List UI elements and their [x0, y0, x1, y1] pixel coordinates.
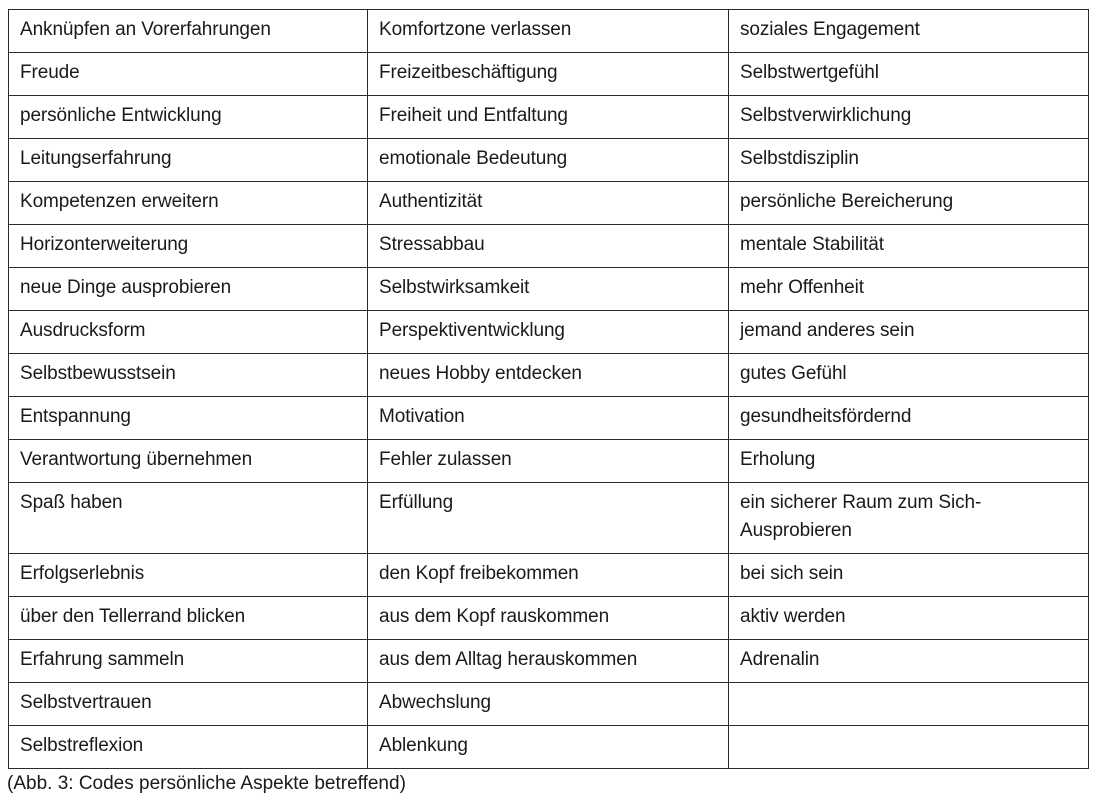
- table-row: [9, 354, 1089, 397]
- table-cell: Fehler zulassen: [368, 440, 729, 483]
- table-cell: neues Hobby entdecken: [368, 354, 729, 397]
- table-row: [9, 397, 1089, 440]
- table-row: [9, 440, 1089, 483]
- table-row: [9, 683, 1089, 726]
- table-cell: Selbstdisziplin: [729, 139, 1089, 182]
- table-cell: Selbstwertgefühl: [729, 53, 1089, 96]
- table-cell: mehr Offenheit: [729, 268, 1089, 311]
- table-cell: neue Dinge ausprobieren: [9, 268, 368, 311]
- table-cell: gesundheitsfördernd: [729, 397, 1089, 440]
- table-cell: Selbstverwirklichung: [729, 96, 1089, 139]
- table-row: [9, 96, 1089, 139]
- table-cell: Spaß haben: [9, 483, 368, 554]
- table-cell: Erfolgserlebnis: [9, 554, 368, 597]
- table-cell: über den Tellerrand blicken: [9, 597, 368, 640]
- table-cell: Freiheit und Entfaltung: [368, 96, 729, 139]
- table-cell: Selbstvertrauen: [9, 683, 368, 726]
- table-cell: Selbstbewusstsein: [9, 354, 368, 397]
- table-cell: Abwechslung: [368, 683, 729, 726]
- table-cell: Erfahrung sammeln: [9, 640, 368, 683]
- table-cell: Motivation: [368, 397, 729, 440]
- table-cell: Verantwortung übernehmen: [9, 440, 368, 483]
- table-cell: emotionale Bedeutung: [368, 139, 729, 182]
- table-cell: Perspektiventwicklung: [368, 311, 729, 354]
- table-cell: Adrenalin: [729, 640, 1089, 683]
- table-cell: Komfortzone verlassen: [368, 10, 729, 53]
- table-row: [9, 311, 1089, 354]
- table-cell: Stressabbau: [368, 225, 729, 268]
- table-row: [9, 483, 1089, 554]
- table-cell-empty: [729, 683, 1089, 726]
- table-cell: Ausdrucksform: [9, 311, 368, 354]
- codes-table: [8, 9, 1089, 769]
- table-cell: aus dem Kopf rauskommen: [368, 597, 729, 640]
- table-cell: persönliche Entwicklung: [9, 96, 368, 139]
- table-cell: ein sicherer Raum zum Sich-Ausprobieren: [729, 483, 1089, 554]
- figure-caption: (Abb. 3: Codes persönliche Aspekte betreffend): [7, 773, 406, 794]
- table-row: [9, 268, 1089, 311]
- table-row: [9, 640, 1089, 683]
- table-cell: mentale Stabilität: [729, 225, 1089, 268]
- table-row: [9, 182, 1089, 225]
- table-cell: Ablenkung: [368, 726, 729, 769]
- table-cell: Freude: [9, 53, 368, 96]
- table-cell: Horizonterweiterung: [9, 225, 368, 268]
- table-cell: Erfüllung: [368, 483, 729, 554]
- table-cell: Entspannung: [9, 397, 368, 440]
- table-cell: gutes Gefühl: [729, 354, 1089, 397]
- table-cell: soziales Engagement: [729, 10, 1089, 53]
- table-cell: Leitungserfahrung: [9, 139, 368, 182]
- table-cell: bei sich sein: [729, 554, 1089, 597]
- table-row: [9, 554, 1089, 597]
- table-row: [9, 139, 1089, 182]
- table-cell: Freizeitbeschäftigung: [368, 53, 729, 96]
- table-cell: jemand anderes sein: [729, 311, 1089, 354]
- table-cell: Selbstreflexion: [9, 726, 368, 769]
- table-row: [9, 53, 1089, 96]
- table-cell: Anknüpfen an Vorerfahrungen: [9, 10, 368, 53]
- table-cell: aktiv werden: [729, 597, 1089, 640]
- table-row: [9, 10, 1089, 53]
- table-row: [9, 597, 1089, 640]
- table-cell-empty: [729, 726, 1089, 769]
- table-cell: Selbstwirksamkeit: [368, 268, 729, 311]
- table-row: [9, 225, 1089, 268]
- table-cell: Authentizität: [368, 182, 729, 225]
- table-cell: Kompetenzen erweitern: [9, 182, 368, 225]
- table-cell: den Kopf freibekommen: [368, 554, 729, 597]
- table-cell: aus dem Alltag herauskommen: [368, 640, 729, 683]
- table-row: [9, 726, 1089, 769]
- table-cell: Erholung: [729, 440, 1089, 483]
- table-cell: persönliche Bereicherung: [729, 182, 1089, 225]
